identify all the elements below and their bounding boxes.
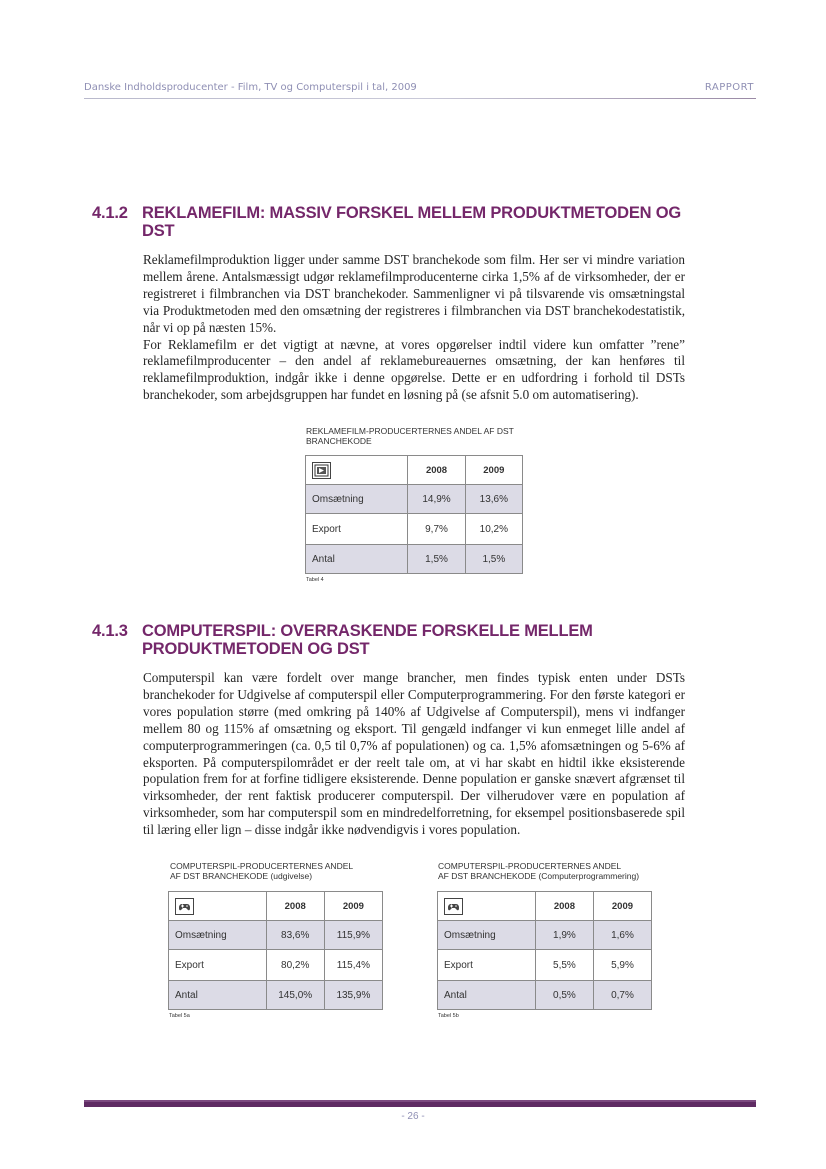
row-label: Export [438,950,536,981]
table-header-row [169,892,383,921]
header-label: RAPPORT [704,82,754,93]
table-row [169,921,383,950]
cell-value: 135,9% [324,981,382,1010]
cell-value: 10,2% [465,514,522,545]
cell-value: 1,5% [408,545,465,574]
table-caption: REKLAMEFILM-PRODUCERTERNES ANDEL AF DST BRANCHEKODE [306,426,514,446]
table-row [169,981,383,1010]
cell-value: 83,6% [266,921,324,950]
caption-line: AF DST BRANCHEKODE (Computerprogrammering) [438,871,640,881]
year-header: 2008 [266,892,324,921]
table-note: Tabel 4 [306,577,324,583]
table-row [306,545,523,574]
cell-value: 0,5% [535,981,593,1010]
cell-value: 13,6% [465,485,522,514]
cell-value: 1,9% [535,921,593,950]
row-label: Omsætning [438,921,536,950]
table-caption [438,861,698,881]
table-note: Tabel 5b [438,1013,459,1019]
caption-line: COMPUTERSPIL-PRODUCERTERNES ANDEL [438,861,622,871]
cell-value: 9,7% [408,514,465,545]
year-header: 2009 [465,456,522,485]
section-title: REKLAMEFILM: MASSIV FORSKEL MELLEM PRODUKTMETODEN OG DST [142,204,681,240]
table-header-row [438,892,652,921]
header-title: Danske Indholdsproducenter - Film, TV og Computerspil i tal, 2009 [84,82,417,93]
cell-value: 80,2% [266,950,324,981]
row-label: Omsætning [306,485,408,514]
cell-value: 115,9% [324,921,382,950]
cell-value: 5,5% [535,950,593,981]
caption-line: COMPUTERSPIL-PRODUCERTERNES ANDEL [170,861,354,871]
page-number: - 26 - [401,1111,425,1122]
film-icon [312,462,331,479]
row-label: Export [306,514,408,545]
paragraph: For Reklamefilm er det vigtigt at nævne, at vores opgørelser indtil videre kun omfatter ”rene” reklamefilmproducenter – den andel af reklamebureauernes omsætning, der kan henføres til reklamefilmproduktion, indgår ikke i denne opgørelse. Dette er en udfordring i forhold til DSTs branchekoder, som arbejdsgruppen har fundet en løsning på (se afsnit 5.0 om automatisering). [143,336,685,403]
table-computerspil-programmering [437,891,652,1010]
section-heading-reklamefilm [92,204,732,244]
table-row [438,981,652,1010]
header-rule [84,98,756,99]
row-label: Export [169,950,267,981]
table-icon-cell [169,892,267,921]
year-header: 2009 [593,892,651,921]
table-row [306,514,523,545]
section-title: COMPUTERSPIL: OVERRASKENDE FORSKELLE MELLEM PRODUKTMETODEN OG DST [142,622,593,658]
gamepad-icon [444,898,463,915]
gamepad-icon [175,898,194,915]
running-header [84,80,756,98]
row-label: Antal [438,981,536,1010]
section-number: 4.1.3 [92,622,128,640]
section-number: 4.1.2 [92,204,128,222]
table-row [438,950,652,981]
footer-rule [84,1100,756,1107]
row-label: Antal [306,545,408,574]
cell-value: 14,9% [408,485,465,514]
cell-value: 5,9% [593,950,651,981]
year-header: 2008 [408,456,465,485]
table-note: Tabel 5a [169,1013,190,1019]
row-label: Antal [169,981,267,1010]
table-icon-cell [438,892,536,921]
table-row [306,485,523,514]
row-label: Omsætning [169,921,267,950]
table-row [438,921,652,950]
year-header: 2009 [324,892,382,921]
table-icon-cell [306,456,408,485]
table-row [169,950,383,981]
section-body-reklamefilm [143,252,685,404]
year-header: 2008 [535,892,593,921]
section-heading-computerspil [92,622,732,662]
cell-value: 145,0% [266,981,324,1010]
cell-value: 0,7% [593,981,651,1010]
caption-line: AF DST BRANCHEKODE (udgivelse) [170,871,313,881]
table-computerspil-udgivelse [168,891,383,1010]
table-caption [170,861,410,881]
paragraph: Computerspil kan være fordelt over mange brancher, men findes typisk enten under DSTs branchekoder for Udgivelse af computerspil eller Computerprogrammering. For den første kategori er vores population større (med omkring på 140% af Udgivelse af Computerspil), mens vi indfanger mellem 80 og 115% af omsætning og eksport. Til gengæld indfanger vi kun enmeget lille andel af computerprogrammeringen (ca. 0,5 til 0,7% af populationen) og ca. 1,5% afomsætningen og 5-6% af eksporten. På computerspilområdet er der reelt tale om, at vi har skabt en hidtil ikke eksisterende population frem for at forfine tidligere eksisterende. Denne population er ganske snævert afgrænset til virksomheder, der rent faktisk producerer computerspil. Der vilherudover være en population af virksomheder, som har computerspil som en mindredelforretning, for eksempel positionsbaserede spil til læring eller lign – disse indgår ikke nødvendigvis i vores population. [143,670,685,838]
table-header-row [306,456,523,485]
table-reklamefilm [305,455,523,574]
cell-value: 115,4% [324,950,382,981]
paragraph: Reklamefilmproduktion ligger under samme DST branchekode som film. Her ser vi mindre variation mellem årene. Antalsmæssigt udgør reklamefilmproducenterne cirka 1,5% af de virksomheder, der er registreret i filmbranchen via DST branchekoder. Sammenligner vi på tilsvarende vis omsætningstal via Produktmetoden med den omsætning der registreres i filmbranchen via DST branchekodestatistik, når vi op på næsten 15%. [143,252,685,335]
cell-value: 1,5% [465,545,522,574]
cell-value: 1,6% [593,921,651,950]
section-body-computerspil [143,670,685,839]
